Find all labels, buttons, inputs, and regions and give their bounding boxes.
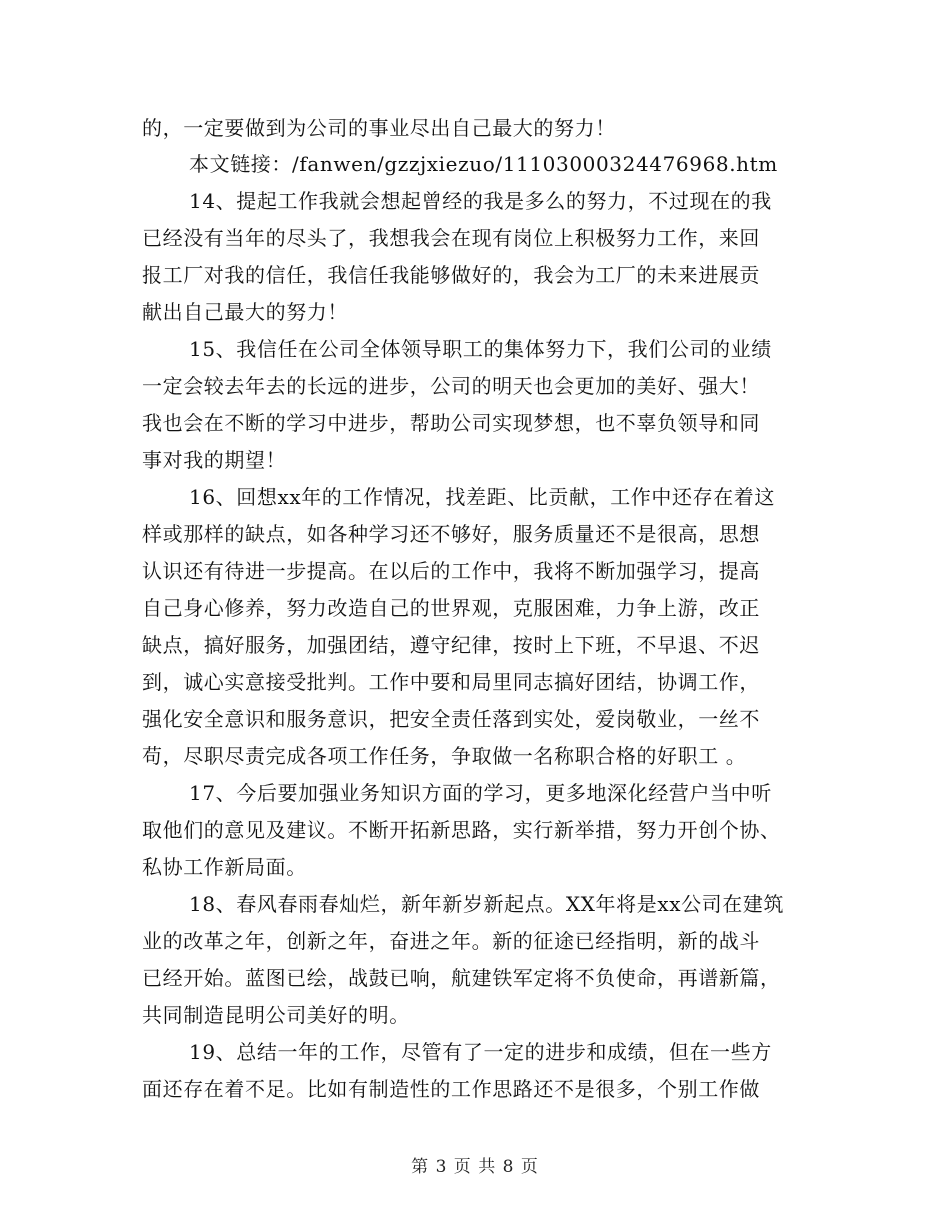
text-line: 取他们的意见及建议。不断开拓新思路，实行新举措，努力开创个协、	[142, 818, 781, 842]
text-line: 已经没有当年的尽头了，我想我会在现有岗位上积极努力工作，来回	[142, 226, 760, 250]
text-line: 已经开始。蓝图已绘，战鼓已响，航建铁军定将不负使命，再谱新篇，	[142, 966, 781, 990]
text-line: 缺点，搞好服务，加强团结，遵守纪律，按时上下班，不早退、不迟	[142, 633, 760, 657]
text-line: 的，一定要做到为公司的事业尽出自己最大的努力！	[142, 116, 616, 140]
text-line: 业的改革之年，创新之年，奋进之年。新的征途已经指明，新的战斗	[142, 929, 760, 953]
paragraph-14-start: 14、提起工作我就会想起曾经的我是多么的努力，不过现在的我	[189, 189, 772, 213]
text-line: 强化安全意识和服务意识，把安全责任落到实处，爱岗敬业，一丝不	[142, 707, 760, 731]
text-line: 一定会较去年去的长远的进步，公司的明天也会更加的美好、强大！	[142, 374, 760, 398]
text-line: 苟，尽职尽责完成各项工作任务，争取做一名称职合格的好职工 。	[142, 744, 747, 768]
text-line: 事对我的期望！	[142, 448, 287, 472]
paragraph-17-start: 17、今后要加强业务知识方面的学习，更多地深化经营户当中听	[189, 781, 772, 805]
text-line: 私协工作新局面。	[142, 855, 307, 879]
paragraph-15-start: 15、我信任在公司全体领导职工的集体努力下，我们公司的业绩	[189, 337, 772, 361]
article-link-line: 本文链接：/fanwen/gzzjxiezuo/11103000324476968.htm	[189, 152, 778, 176]
text-line: 共同制造昆明公司美好的明。	[142, 1003, 410, 1027]
text-line: 我也会在不断的学习中进步，帮助公司实现梦想，也不辜负领导和同	[142, 411, 760, 435]
text-line: 报工厂对我的信任，我信任我能够做好的，我会为工厂的未来进展贡	[142, 263, 760, 287]
text-line: 到，诚心实意接受批判。工作中要和局里同志搞好团结，协调工作，	[142, 670, 760, 694]
paragraph-16-start: 16、回想xx年的工作情况，找差距、比贡献，工作中还存在着这	[189, 485, 776, 509]
text-line: 自己身心修养，努力改造自己的世界观，克服困难，力争上游，改正	[142, 596, 760, 620]
text-line: 面还存在着不足。比如有制造性的工作思路还不是很多，个别工作做	[142, 1077, 760, 1101]
paragraph-19-start: 19、总结一年的工作，尽管有了一定的进步和成绩，但在一些方	[189, 1040, 772, 1064]
paragraph-18-start: 18、春风春雨春灿烂，新年新岁新起点。XX年将是xx公司在建筑	[189, 892, 785, 916]
text-line: 认识还有待进一步提高。在以后的工作中，我将不断加强学习，提高	[142, 559, 760, 583]
page-number-footer: 第 3 页 共 8 页	[411, 1157, 539, 1177]
text-line: 献出自己最大的努力！	[142, 300, 348, 324]
text-line: 样或那样的缺点，如各种学习还不够好，服务质量还不是很高，思想	[142, 522, 760, 546]
